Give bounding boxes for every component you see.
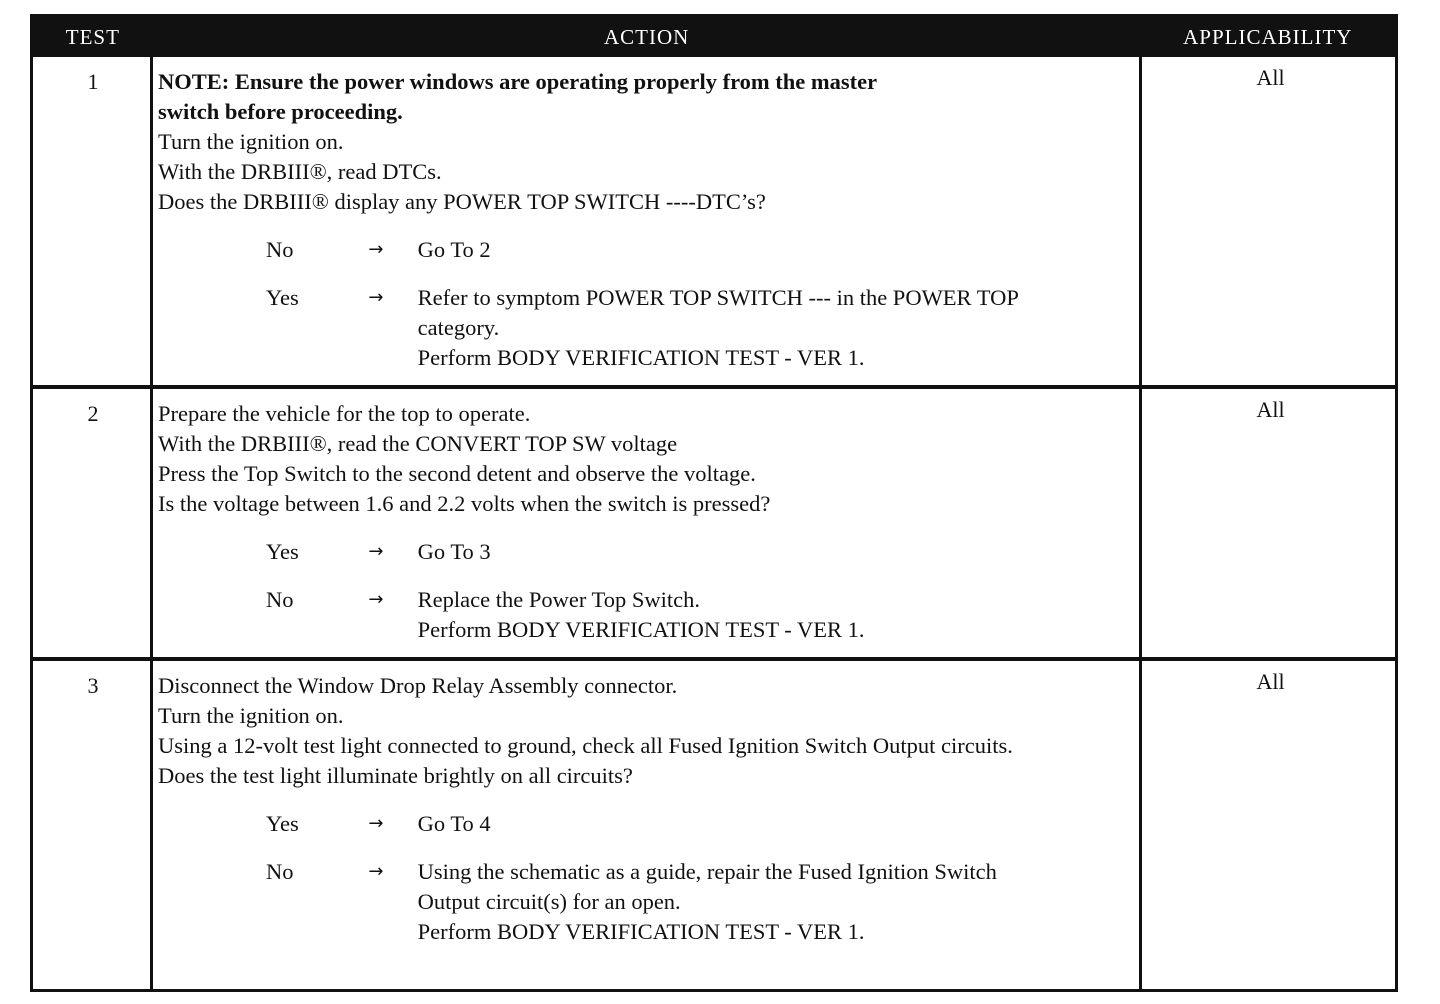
outcome-item: [158, 235, 1138, 265]
action-cell: [158, 389, 1138, 645]
outcome-item: [158, 809, 1138, 839]
diagnostic-table: [30, 14, 1398, 992]
outcome-line: Go To 3: [417, 539, 491, 564]
table-row: [33, 57, 1395, 385]
outcome-item: [158, 283, 1138, 373]
outcome-item: [158, 857, 1138, 947]
outcome-text: [418, 857, 1138, 947]
outcome-label: No: [266, 587, 294, 612]
outcome-item: [158, 585, 1138, 645]
arrow-right-icon: →: [368, 589, 384, 610]
test-number: 1: [87, 69, 99, 94]
note-line: switch before proceeding.: [158, 99, 403, 124]
outcome-line: Perform BODY VERIFICATION TEST - VER 1.: [417, 617, 865, 642]
outcome-text: [418, 585, 1138, 645]
outcome-text: [418, 235, 1138, 265]
action-cell: [158, 57, 1138, 373]
applicability-value: All: [1256, 397, 1285, 422]
table-row: [33, 389, 1395, 657]
note-line: NOTE: Ensure the power windows are operating properly from the master: [158, 69, 878, 94]
step-text: Turn the ignition on.: [158, 129, 344, 154]
outcome-label: Yes: [266, 285, 299, 310]
action-cell: [158, 661, 1138, 947]
outcome-line: Perform BODY VERIFICATION TEST - VER 1.: [417, 919, 865, 944]
step-text: With the DRBIII®, read DTCs.: [158, 159, 442, 184]
arrow-right-icon: →: [368, 861, 384, 882]
outcome-item: [158, 537, 1138, 567]
outcomes: [158, 809, 1138, 947]
test-number: 3: [87, 673, 99, 698]
applicability-value: All: [1256, 669, 1285, 694]
arrow-right-icon: →: [368, 287, 384, 308]
step-text: With the DRBIII®, read the CONVERT TOP SW voltage: [158, 431, 678, 456]
step-text: Turn the ignition on.: [158, 703, 344, 728]
table-header: [33, 17, 1395, 57]
outcome-text: [418, 283, 1138, 373]
outcome-line: Output circuit(s) for an open.: [417, 889, 681, 914]
outcome-line: category.: [417, 315, 500, 340]
outcome-line: Go To 2: [417, 237, 491, 262]
table-row: [33, 661, 1395, 989]
step-text: Disconnect the Window Drop Relay Assembly connector.: [158, 673, 678, 698]
outcome-text: [418, 537, 1138, 567]
outcome-label: No: [266, 237, 294, 262]
outcome-line: Refer to symptom POWER TOP SWITCH --- in the POWER TOP: [417, 285, 1019, 310]
outcome-line: Perform BODY VERIFICATION TEST - VER 1.: [417, 345, 865, 370]
applicability-value: All: [1256, 65, 1285, 90]
header-applicability: APPLICABILITY: [1183, 24, 1353, 49]
step-text: Does the test light illuminate brightly on all circuits?: [158, 763, 633, 788]
step-text: Is the voltage between 1.6 and 2.2 volts when the switch is pressed?: [158, 491, 771, 516]
outcome-label: Yes: [266, 811, 299, 836]
outcomes: [158, 537, 1138, 645]
step-text: Press the Top Switch to the second detent and observe the voltage.: [158, 461, 756, 486]
outcome-line: Go To 4: [417, 811, 491, 836]
header-action: ACTION: [603, 24, 690, 49]
arrow-right-icon: →: [368, 239, 384, 260]
arrow-right-icon: →: [368, 813, 384, 834]
outcomes: [158, 235, 1138, 373]
step-text: Does the DRBIII® display any POWER TOP SWITCH ----DTC’s?: [158, 189, 766, 214]
outcome-line: Using the schematic as a guide, repair the Fused Ignition Switch: [417, 859, 997, 884]
outcome-line: Replace the Power Top Switch.: [417, 587, 700, 612]
outcome-label: Yes: [266, 539, 299, 564]
outcome-text: [418, 809, 1138, 839]
outcome-label: No: [266, 859, 294, 884]
step-text: Using a 12-volt test light connected to ground, check all Fused Ignition Switch Output circuits.: [158, 733, 1013, 758]
header-test: TEST: [65, 24, 120, 49]
test-number: 2: [87, 401, 99, 426]
arrow-right-icon: →: [368, 541, 384, 562]
step-text: Prepare the vehicle for the top to operate.: [158, 401, 531, 426]
